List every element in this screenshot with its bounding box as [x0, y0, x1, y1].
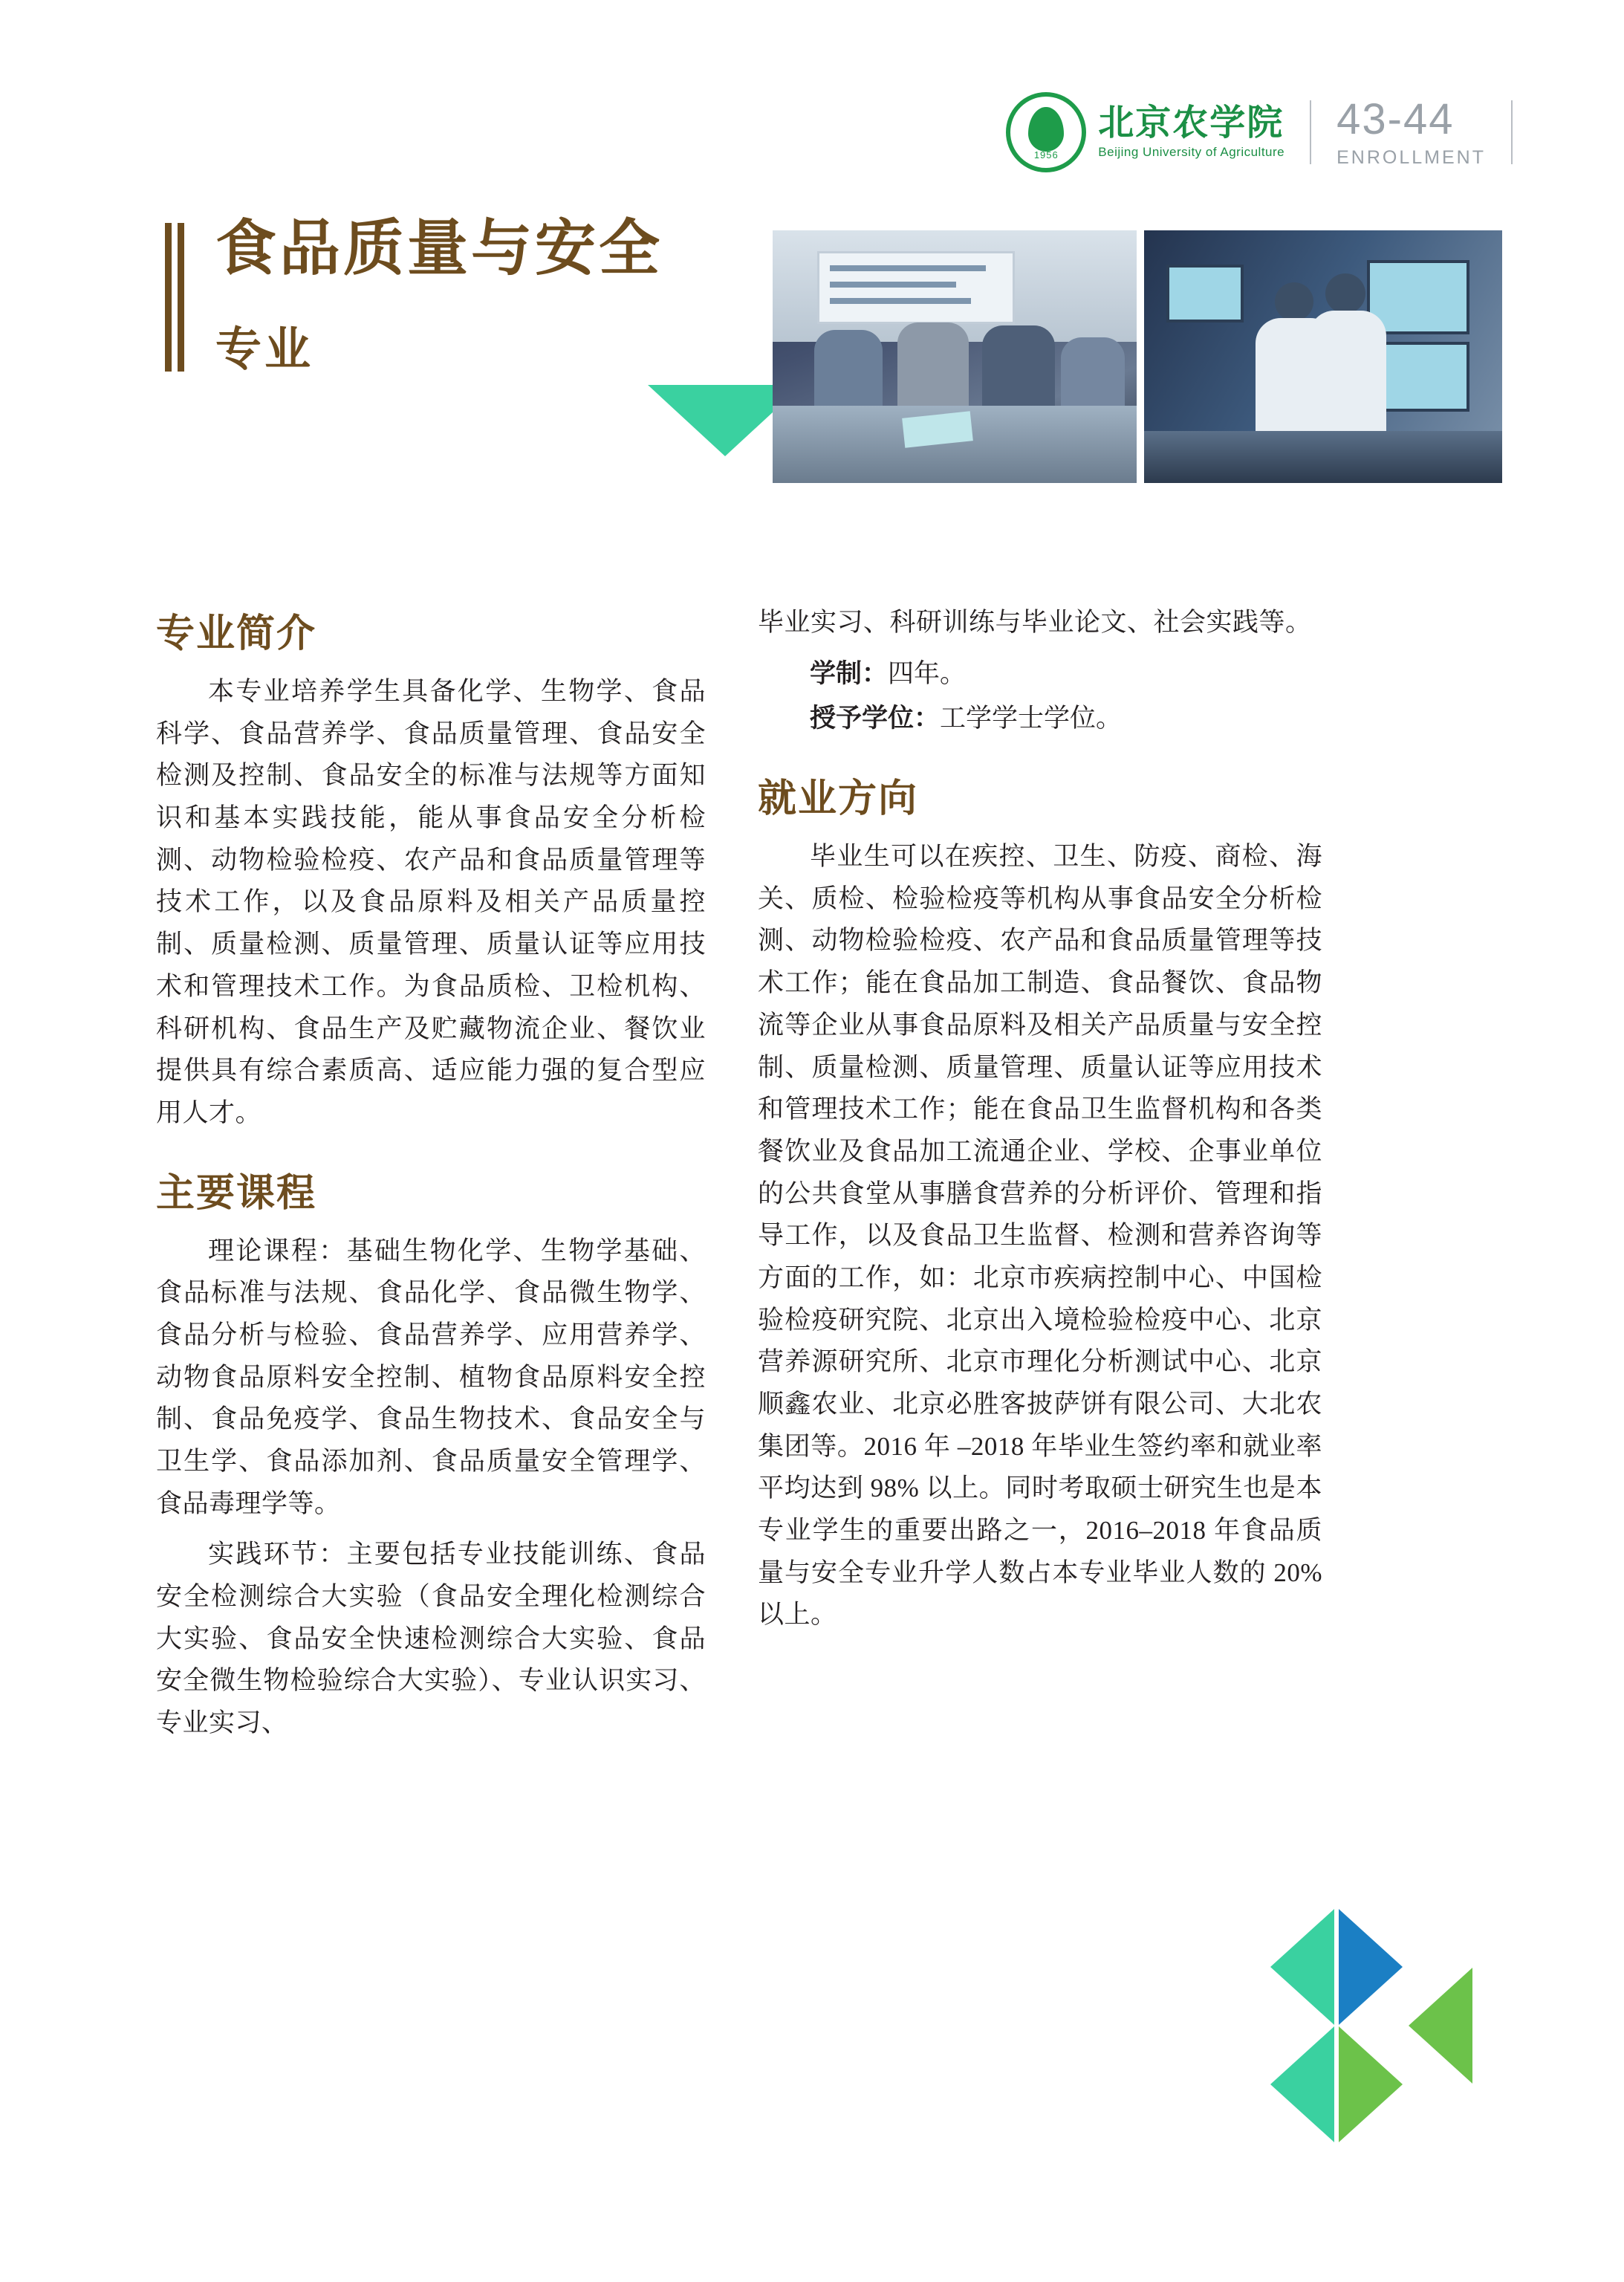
- text-employment: 毕业生可以在疾控、卫生、防疫、商检、海关、质检、检验检疫等机构从事食品安全分析检测、动物检验检疫、农产品和食品质量管理等技术工作；能在食品加工制造、食品餐饮、食品物流等企业从事食品原料及相关产品质量与安全控制、质量检测、质量管理、质量认证等应用技术和管理技术工作；能在食品卫生监督机构和各类餐饮业及食品加工流通企业、学校、企事业单位的公共食堂从事膳食营养的分析评价、管理和指导工作，以及食品卫生监督、检测和营养咨询等方面的工作，如：北京市疾病控制中心、中国检验检疫研究院、北京出入境检验检疫中心、北京营养源研究所、北京市理化分析测试中心、北京顺鑫农业、北京必胜客披萨饼有限公司、大北农集团等。2016 年 –2018 年毕业生签约率和就业率平均达到 98% 以上。同时考取硕士研究生也是本专业学生的重要出路之一，2016–2018 年食品质量与安全专业升学人数占本专业毕业人数的 20% 以上。: [758, 842, 1322, 1630]
- label-program-duration: 学制：: [810, 658, 889, 688]
- logo-name-cn: 北京农学院: [1098, 103, 1284, 143]
- heading-major-intro: 专业简介: [156, 613, 317, 655]
- header-divider-left: [1310, 100, 1311, 164]
- page-number: 43-44: [1336, 94, 1455, 143]
- page-subtitle: 专业: [215, 325, 314, 375]
- page-number-block: [1336, 94, 1486, 168]
- page-header: [1006, 88, 1513, 177]
- left-column: [156, 602, 706, 1754]
- deco-triangle-lime-left: [1339, 2026, 1403, 2142]
- page-title: 食品质量与安全: [215, 215, 663, 282]
- value-degree-awarded: 工学学士学位。: [940, 704, 1123, 733]
- deco-triangle-teal-top: [1270, 1909, 1334, 2025]
- row-program-duration: [758, 653, 1322, 696]
- row-degree-awarded: [758, 698, 1322, 740]
- decorative-arrows: [1270, 1875, 1553, 2157]
- deco-triangle-blue: [1339, 1909, 1403, 2025]
- deco-triangle-teal-bottom: [1270, 2026, 1334, 2142]
- heading-employment: 就业方向: [758, 778, 919, 821]
- photo-laboratory: [1144, 230, 1502, 483]
- label-degree-awarded: 授予学位：: [810, 704, 941, 733]
- text-practice-courses: 实践环节：主要包括专业技能训练、食品安全检测综合大实验（食品安全理化检测综合大实验、食品安全快速检测综合大实验、食品安全微生物检验综合大实验）、专业认识实习、专业实习、: [156, 1540, 706, 1738]
- right-column: [758, 602, 1322, 1645]
- logo-leaf-shape: [1028, 107, 1064, 152]
- heading-main-courses: 主要课程: [156, 1172, 317, 1215]
- photo-classroom: [773, 230, 1137, 483]
- logo-year: 1956: [1033, 149, 1059, 161]
- text-practice-continued: 毕业实习、科研训练与毕业论文、社会实践等。: [758, 608, 1312, 637]
- section-label: ENROLLMENT: [1336, 146, 1486, 168]
- text-major-intro: 本专业培养学生具备化学、生物学、食品科学、食品营养学、食品质量管理、食品安全检测及控制、食品安全的标准与法规等方面知识和基本实践技能，能从事食品安全分析检测、动物检验检疫、农产品和食品质量管理等技术工作，以及食品原料及相关产品质量控制、质量检测、质量管理、质量认证等应用技术和管理技术工作。为食品质检、卫检机构、科研机构、食品生产及贮藏物流企业、餐饮业提供具有综合素质高、适应能力强的复合型应用人才。: [156, 677, 706, 1127]
- logo-text-block: [1098, 105, 1284, 160]
- value-program-duration: 四年。: [888, 658, 967, 688]
- text-theory-courses: 理论课程：基础生物化学、生物学基础、食品标准与法规、食品化学、食品微生物学、食品分析与检验、食品营养学、应用营养学、动物食品原料安全控制、植物食品原料安全控制、食品免疫学、食品生物技术、食品安全与卫生学、食品添加剂、食品质量安全管理学、食品毒理学等。: [156, 1236, 706, 1518]
- university-logo-icon: [1006, 92, 1086, 172]
- title-accent-bars: [165, 223, 184, 372]
- header-divider-right: [1511, 100, 1513, 164]
- logo-name-en: Beijing University of Agriculture: [1098, 145, 1285, 160]
- deco-triangle-lime-right: [1409, 1968, 1472, 2084]
